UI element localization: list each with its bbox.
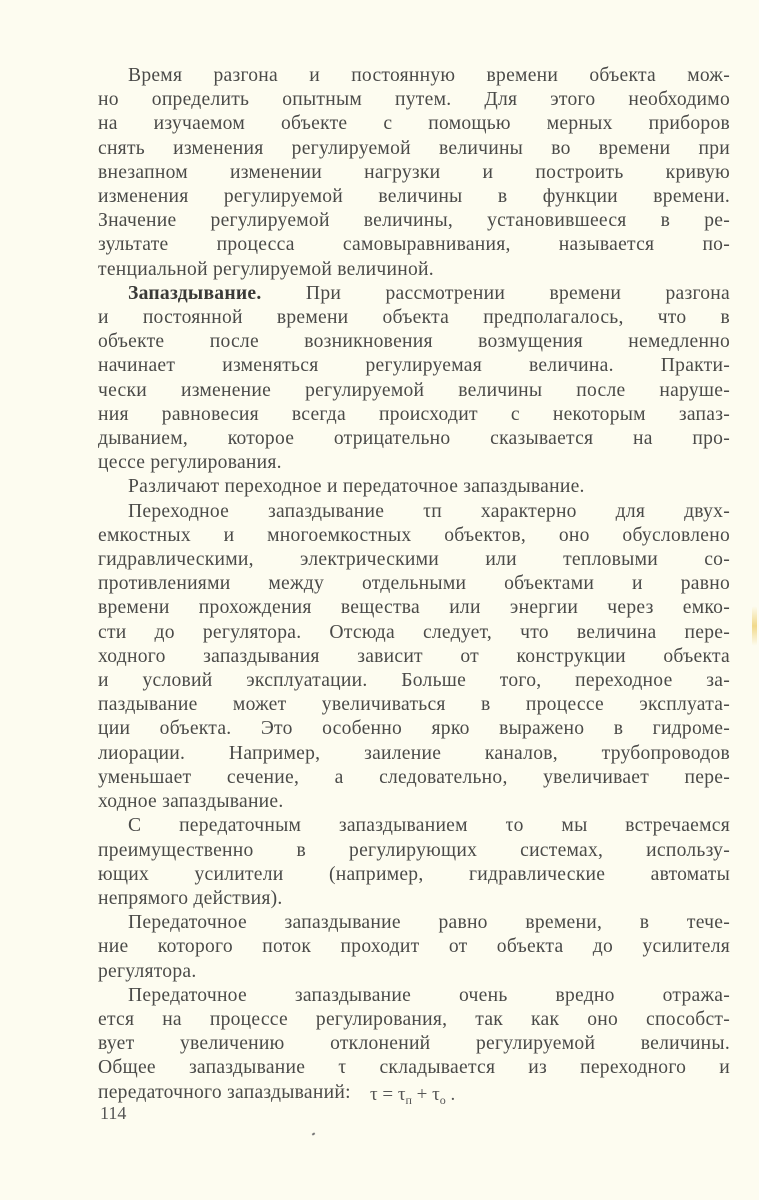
formula-term-2: τ: [432, 1084, 440, 1105]
text-line: дыванием, которое отрицательно сказывается на про-: [98, 428, 730, 450]
text-line: сти до регулятора. Отсюда следует, что величина пере-: [98, 621, 730, 643]
text-line: но определить опытным путем. Для этого необходимо: [98, 89, 730, 111]
text-line: Различают переходное и передаточное запаздывание.: [128, 476, 585, 498]
text-line: преимущественно в регулирующих системах, использу-: [98, 839, 730, 861]
text-line: ющих усилители (например, гидравлические автоматы: [98, 863, 730, 885]
text-run: При рассмотрении времени разгона: [261, 282, 730, 304]
text-line: зультате процесса самовыравнивания, называется по-: [98, 234, 730, 256]
text-line: объекте после возникновения возмущения немедленно: [98, 331, 730, 353]
formula-equals: =: [377, 1084, 398, 1105]
paragraph-delay: [98, 282, 730, 476]
text-line: вует увеличению отклонений регулируемой величины.: [98, 1033, 730, 1055]
page-edge-stain: [752, 606, 757, 646]
text-line: ния равновесия всегда происходит с некоторым запаз-: [98, 403, 730, 425]
page-body: [98, 64, 730, 1105]
paragraph-transfer-delay: [98, 814, 730, 911]
page-number: 114: [100, 1103, 127, 1123]
text-line: времени прохождения вещества или энергии через емко-: [98, 597, 730, 619]
text-line: и постоянной времени объекта предполагалось, что в: [98, 307, 730, 329]
formula-term-1-subscript: п: [405, 1093, 412, 1107]
formula-term-2-subscript: о: [439, 1093, 446, 1107]
text-line: чески изменение регулируемой величины после наруше-: [98, 379, 730, 401]
section-heading: Запаздывание.: [128, 282, 262, 304]
text-line: Время разгона и постоянную времени объекта мож-: [128, 65, 730, 86]
text-line: изменения регулируемой величины в функции времени.: [98, 186, 730, 208]
text-line: ции объекта. Это особенно ярко выражено в гидроме-: [98, 718, 730, 740]
text-line: регулятора.: [98, 960, 197, 982]
text-line: С передаточным запаздыванием τо мы встречаемся: [128, 815, 730, 837]
text-line: цессе регулирования.: [98, 452, 282, 474]
text-line: на изучаемом объекте с помощью мерных приборов: [98, 113, 730, 135]
text-line: Переходное запаздывание τп характерно для двух-: [128, 500, 730, 522]
text-line: снять изменения регулируемой величины во времени при: [98, 137, 730, 159]
paragraph-acceleration-time: [98, 64, 730, 282]
text-line: лиорации. Например, заиление каналов, трубопроводов: [98, 742, 730, 764]
text-line: емкостных и многоемкостных объектов, оно обусловлено: [98, 524, 730, 546]
formula-plus: +: [411, 1084, 433, 1105]
paragraph-types: [98, 475, 730, 499]
text-line: передаточного запаздываний:: [98, 1081, 351, 1103]
text-line: Значение регулируемой величины, установившееся в ре-: [98, 210, 730, 232]
text-line: начинает изменяться регулируемая величина. Практи-: [98, 355, 730, 377]
paragraph-transfer-definition: [98, 911, 730, 984]
paragraph-transition-delay: [98, 500, 730, 815]
text-line: тенциальной регулируемой величиной.: [98, 258, 434, 280]
text-line: непрямого действия).: [98, 887, 283, 909]
formula-term-1: τ: [397, 1084, 406, 1105]
text-line: ние которого поток проходит от объекта до усилителя: [98, 936, 730, 958]
text-line: ется на процессе регулирования, так как оно способст-: [98, 1008, 730, 1030]
formula-total-delay: [370, 1084, 455, 1108]
text-line: ходное запаздывание.: [98, 791, 284, 813]
text-line: Передаточное запаздывание очень вредно отража-: [128, 984, 730, 1006]
text-line: Общее запаздывание τ складывается из переходного и: [98, 1057, 730, 1079]
text-line: паздывание может увеличиваться в процессе эксплуата-: [98, 694, 730, 716]
paper-speck: [312, 1132, 316, 1135]
text-line: и условий эксплуатации. Больше того, переходное за-: [98, 670, 730, 692]
formula-lhs: τ: [370, 1084, 378, 1105]
text-line: уменьшает сечение, а следовательно, увеличивает пере-: [98, 766, 730, 788]
text-line: [98, 282, 730, 306]
text-line: внезапном изменении нагрузки и построить кривую: [98, 161, 730, 183]
text-line: ходного запаздывания зависит от конструкции объекта: [98, 645, 730, 667]
text-line: гидравлическими, электрическими или тепловыми со-: [98, 549, 730, 571]
formula-end: .: [445, 1084, 456, 1105]
text-line: противлениями между отдельными объектами и равно: [98, 573, 730, 595]
text-line: Передаточное запаздывание равно времени, в тече-: [128, 912, 730, 934]
